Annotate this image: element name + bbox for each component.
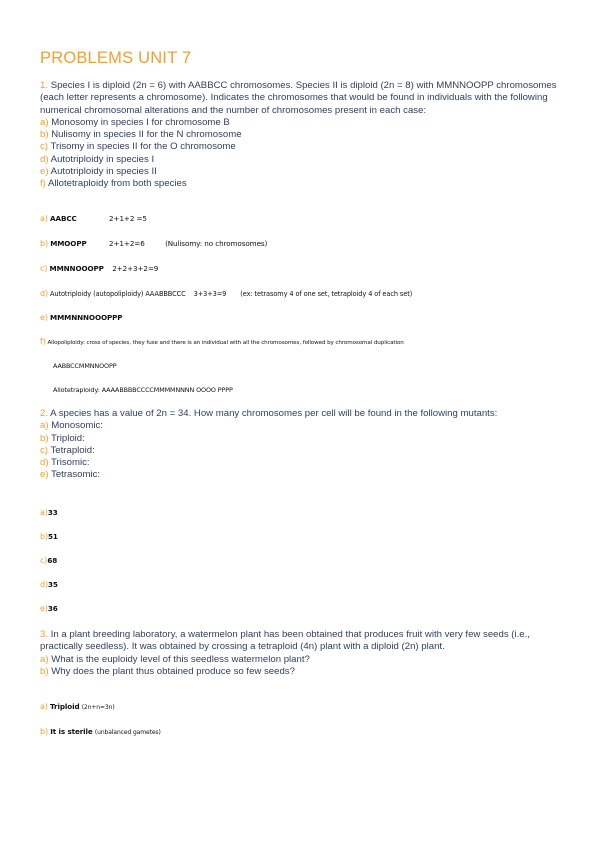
answer-1d: d) Autotriploidy (autopoliploidy) AAABBBCCC 3+3+3=9 (ex: tetrasomy 4 of one set, tetraploidy 4 of each set): [40, 289, 413, 298]
option-b: b) Nulisomy in species II for the N chromosome: [40, 129, 242, 141]
answer-3b: b) It is sterile (unbalanced gametes): [40, 727, 161, 736]
question-2: [40, 408, 565, 482]
question-text: Species I is diploid (2n = 6) with AABBCC chromosomes. Species II is diploid (2n = 8) with MMNNOOPP chromosomes (each letter represents a chromosome). Indicates the chromosomes that would be found in individuals with the following numerical chromosomal alterations and the number of chromosomes present in each case:: [40, 80, 557, 116]
answer-1f-line2: AABBCCMMNNOOPP: [53, 362, 117, 370]
option-d: d) Autotriploidy in species I: [40, 153, 155, 165]
question-text: In a plant breeding laboratory, a watermelon plant has been obtained that produces fruit with very few seeds (i.e., practically seedless). It was obtained by crossing a tetraploid (4n) plant with a diploid (2n) plant.: [40, 629, 530, 653]
answer-1e: e) MMMNNNOOOPPP: [40, 313, 123, 322]
option-b: b) Why does the plant thus obtained produce so few seeds?: [40, 665, 295, 677]
question-1: [40, 80, 565, 191]
option-e: e) Autotriploidy in species II: [40, 166, 157, 178]
option-f: f) Allotetraploidy from both species: [40, 178, 187, 190]
question-number: 3.: [40, 629, 49, 640]
answer-2b: b)51: [40, 532, 58, 541]
answer-2a: a)33: [40, 508, 58, 517]
answer-1c: c) MMNNOOOPP 2+2+3+2=9: [40, 264, 159, 273]
option-a: a) Monosomic:: [40, 420, 103, 432]
option-a: a) What is the euploidy level of this seedless watermelon plant?: [40, 653, 310, 665]
question-number: 1.: [40, 80, 49, 91]
option-a: a) Monosomy in species I for chromosome B: [40, 116, 230, 128]
option-b: b) Triploid:: [40, 432, 85, 444]
question-3: [40, 629, 565, 678]
option-d: d) Trisomic:: [40, 457, 90, 469]
option-c: c) Tetraploid:: [40, 444, 95, 456]
page-title: PROBLEMS UNIT 7: [40, 49, 192, 67]
answer-1b: b) MMOOPP 2+1+2=6 (Nulisomy: no chromosomes): [40, 239, 268, 248]
answer-1a: a) AABCC 2+1+2 =5: [40, 214, 147, 223]
answer-3a: a) Triploid (2n+n=3n): [40, 702, 115, 711]
answer-2d: d)35: [40, 580, 58, 589]
question-text: A species has a value of 2n = 34. How many chromosomes per cell will be found in the following mutants:: [50, 408, 498, 419]
option-e: e) Tetrasomic:: [40, 469, 101, 481]
answer-1f: f) Allopoliploidy: cross of species, they fuse and there is an individual with all the chromosomes, followed by chromosomal duplication: [40, 337, 404, 346]
answer-2c: c)68: [40, 556, 58, 565]
question-number: 2.: [40, 408, 49, 419]
option-c: c) Trisomy in species II for the O chromosome: [40, 141, 236, 153]
answer-2e: e)36: [40, 604, 58, 613]
answer-1f-line3: Allotetraploidy: AAAABBBBCCCCMMMMNNNN OOOO PPPP: [53, 386, 233, 394]
